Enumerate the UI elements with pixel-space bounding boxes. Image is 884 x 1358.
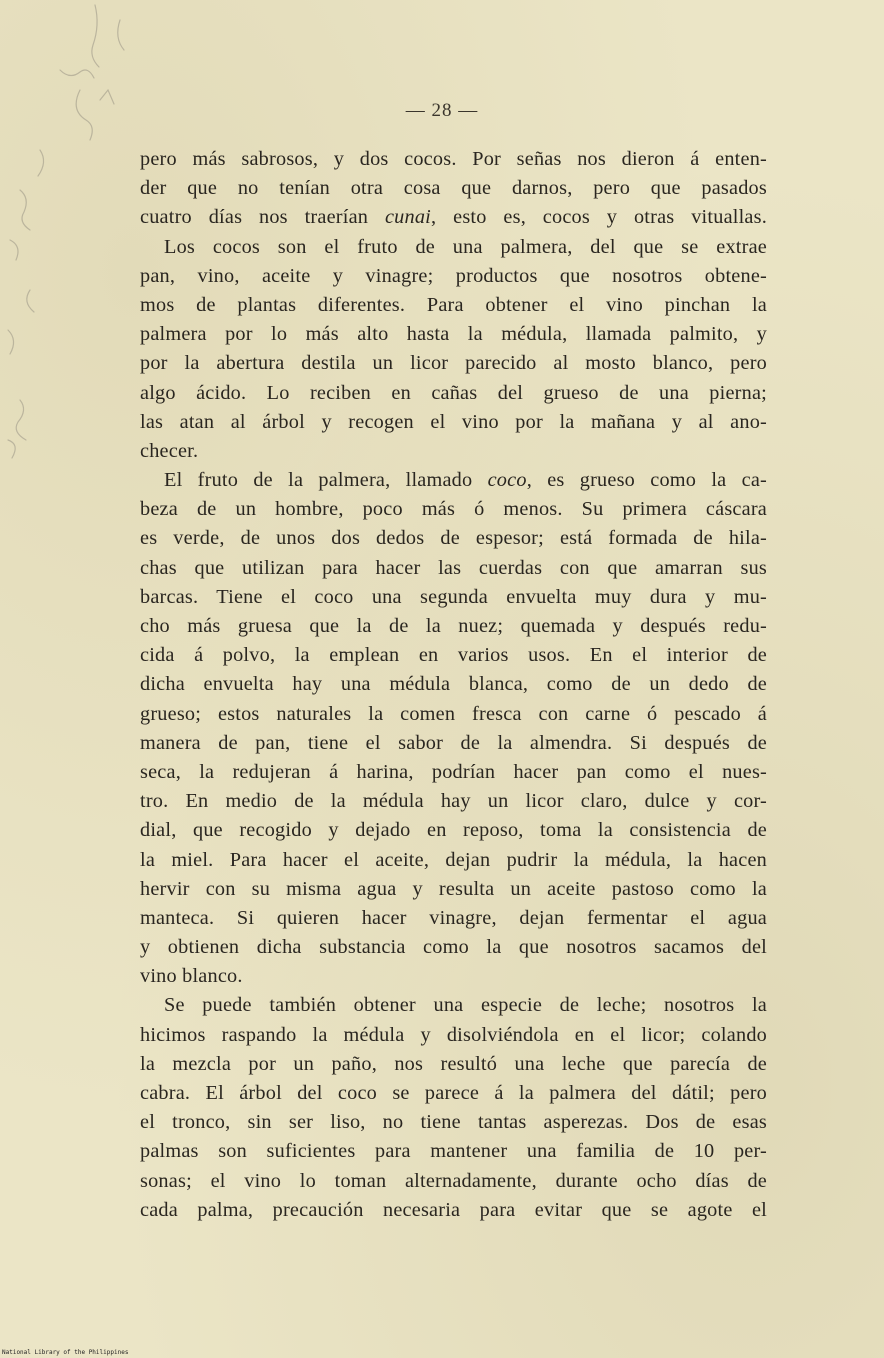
text-line: checer.	[140, 439, 199, 462]
text-line: der que no tenían otra cosa que darnos, pero que pasados	[140, 177, 767, 200]
text-line: chas que utilizan para hacer las cuerdas con que amarran sus	[140, 556, 767, 579]
text-line: es verde, de unos dos dedos de espesor; está formada de hila-	[140, 527, 767, 550]
text-line: las atan al árbol y recogen el vino por la mañana y al ano-	[140, 410, 767, 433]
text-line: el tronco, sin ser liso, no tiene tantas asperezas. Dos de esas	[140, 1111, 767, 1134]
text-line: El fruto de la palmera, llamado coco, es grueso como la ca-	[164, 469, 767, 492]
text-line: beza de un hombre, poco más ó menos. Su primera cáscara	[140, 498, 767, 521]
italic-word: cunai	[384, 206, 432, 229]
library-credit: National Library of the Philippines	[2, 1349, 129, 1356]
text-line: cida á polvo, la emplean en varios usos. En el interior de	[140, 644, 767, 667]
text-line: cabra. El árbol del coco se parece á la palmera del dátil; pero	[140, 1082, 767, 1104]
text-line: pan, vino, aceite y vinagre; productos que nosotros obtene-	[140, 264, 767, 287]
text-line: pero más sabrosos, y dos cocos. Por señas nos dieron á enten-	[140, 148, 767, 170]
text-line: palmera por lo más alto hasta la médula, llamada palmito, y	[140, 323, 767, 346]
margin-pencil-marks	[0, 0, 140, 500]
text-line: cada palma, precaución necesaria para evitar que se agote el	[140, 1198, 767, 1221]
text-line: mos de plantas diferentes. Para obtener el vino pinchan la	[140, 293, 767, 316]
text-line: grueso; estos naturales la comen fresca con carne ó pescado á	[140, 702, 767, 725]
text-line: vino blanco.	[140, 965, 243, 988]
text-line: algo ácido. Lo reciben en cañas del grueso de una pierna;	[140, 381, 767, 404]
text-line: cho más gruesa que la de la nuez; quemada y después redu-	[140, 615, 767, 637]
text-line: la mezcla por un paño, nos resultó una leche que parecía de	[140, 1052, 767, 1075]
text-line: barcas. Tiene el coco una segunda envuelta muy dura y mu-	[140, 585, 767, 608]
text-line: dicha envuelta hay una médula blanca, como de un dedo de	[140, 673, 767, 696]
text-line: manteca. Si quieren hacer vinagre, dejan fermentar el agua	[140, 906, 767, 929]
text-line: por la abertura destila un licor parecido al mosto blanco, pero	[140, 352, 767, 375]
italic-word: coco	[487, 469, 527, 492]
text-line: manera de pan, tiene el sabor de la almendra. Si después de	[140, 731, 767, 754]
text-line: la miel. Para hacer el aceite, dejan pudrir la médula, la hacen	[140, 848, 767, 871]
text-line: sonas; el vino lo toman alternadamente, durante ocho días de	[140, 1169, 767, 1192]
text-line: y obtienen dicha substancia como la que nosotros sacamos del	[140, 936, 767, 959]
text-line: hicimos raspando la médula y disolviéndola en el licor; colando	[140, 1023, 767, 1046]
body-text	[140, 145, 767, 1225]
text-line: dial, que recogido y dejado en reposo, toma la consistencia de	[140, 819, 767, 842]
text-line: seca, la redujeran á harina, podrían hacer pan como el nues-	[140, 760, 767, 783]
text-line: cuatro días nos traerían cunai, esto es, cocos y otras vituallas.	[140, 206, 767, 229]
text-line: Se puede también obtener una especie de leche; nosotros la	[164, 994, 767, 1017]
text-line: Los cocos son el fruto de una palmera, del que se extrae	[164, 235, 767, 258]
page-number: — 28 —	[405, 100, 479, 121]
text-line: palmas son suficientes para mantener una familia de 10 per-	[140, 1140, 767, 1163]
text-line: tro. En medio de la médula hay un licor claro, dulce y cor-	[140, 790, 767, 813]
text-line: hervir con su misma agua y resulta un aceite pastoso como la	[140, 877, 767, 900]
